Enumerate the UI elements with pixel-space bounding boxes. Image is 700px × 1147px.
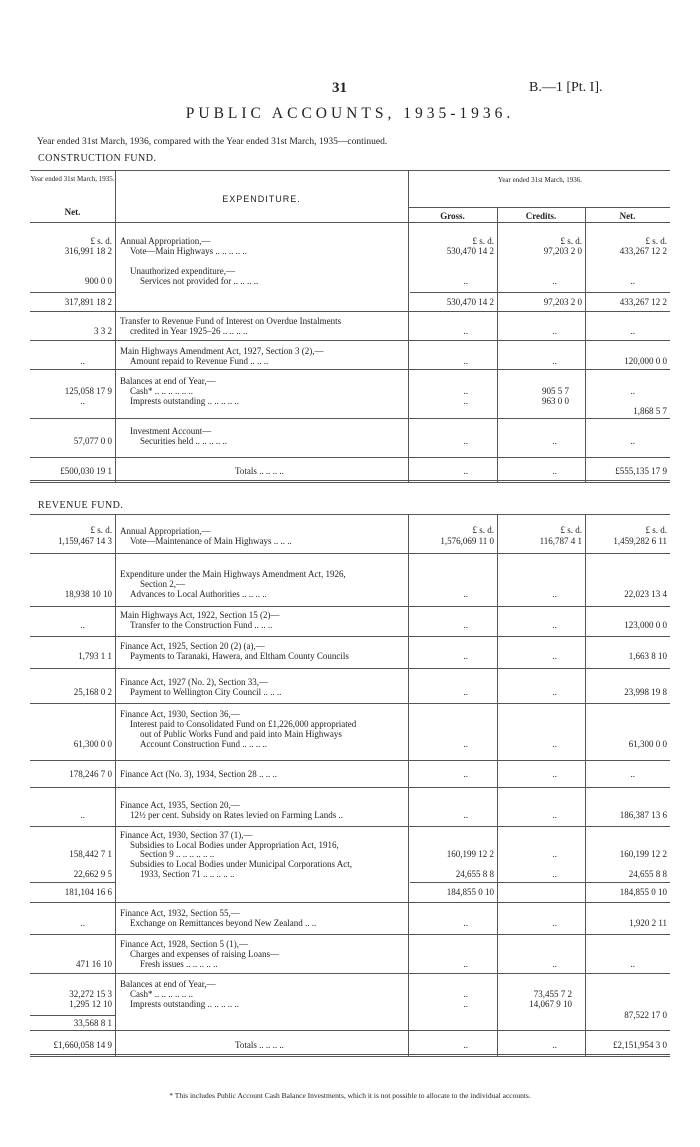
table-cell-credits: .. xyxy=(552,869,557,879)
table-cell-credits: 963 0 0 xyxy=(542,396,569,406)
table-cell-desc: Finance Act, 1935, Section 20,— xyxy=(120,800,240,810)
table-cell-desc: Finance Act, 1932, Section 55,— xyxy=(120,908,240,918)
table-cell-prev: 158,442 7 1 xyxy=(69,849,112,859)
units-label: £ s. d. xyxy=(472,236,494,246)
table-cell-credits: 97,203 2 0 xyxy=(543,246,582,256)
table-cell-credits: .. xyxy=(552,739,557,749)
table-cell-desc: Exchange on Remittances beyond New Zealand .. .. xyxy=(130,918,317,928)
table-cell-net: 1,663 8 10 xyxy=(628,651,667,661)
table-cell-desc: Fresh issues .. .. .. .. .. xyxy=(140,959,218,969)
table-cell-credits: .. xyxy=(552,589,557,599)
table-cell-desc: credited in Year 1925–26 .. .. .. .. xyxy=(130,326,248,336)
table-cell-desc: Advances to Local Authorities .. .. .. .. xyxy=(130,589,267,599)
table-cell-prev: 33,568 8 1 xyxy=(73,1018,112,1028)
table-cell-gross: .. xyxy=(463,276,468,286)
table-cell-desc: Subsidies to Local Bodies under Appropriation Act, 1916, xyxy=(130,840,339,850)
table-cell-desc: Investment Account— xyxy=(130,426,212,436)
table-cell-prev: 3 3 2 xyxy=(94,326,112,336)
document-reference: B.—1 [Pt. I]. xyxy=(529,80,603,95)
table-cell-net: .. xyxy=(630,386,635,396)
table-cell-net: 120,000 0 0 xyxy=(624,356,667,366)
table-cell-credits: .. xyxy=(552,687,557,697)
table-cell-credits: .. xyxy=(552,466,557,476)
table-cell-desc: Account Construction Fund .. .. .. .. xyxy=(140,739,267,749)
table-cell-desc: 12½ per cent. Subsidy on Rates levied on Farming Lands .. xyxy=(130,810,343,820)
table-cell-desc: Vote—Maintenance of Main Highways .. .. .. xyxy=(130,536,292,546)
table-cell-desc: Annual Appropriation,— xyxy=(120,236,211,246)
page-subtitle: Year ended 31st March, 1936, compared with the Year ended 31st March, 1935—continued. xyxy=(37,137,388,147)
table-cell-credits: .. xyxy=(552,326,557,336)
table-cell-gross: .. xyxy=(463,466,468,476)
table-cell-prev-total: £1,660,058 14 9 xyxy=(53,1040,112,1050)
construction-fund-label: CONSTRUCTION FUND. xyxy=(38,153,157,164)
table-cell-desc: Imprests outstanding .. .. .. .. .. xyxy=(130,999,239,1009)
table-cell-desc: 1933, Section 71 .. .. .. .. .. xyxy=(140,869,235,879)
page-title: PUBLIC ACCOUNTS, 1935-1936. xyxy=(185,105,515,122)
table-cell-net: 1,868 5 7 xyxy=(633,406,667,416)
header-expenditure: EXPENDITURE. xyxy=(222,194,301,204)
table-cell-desc: Interest paid to Consolidated Fund on £1,226,000 appropriated xyxy=(130,719,357,729)
table-cell-desc: Cash* .. .. .. .. .. .. xyxy=(130,989,193,999)
table-cell-prev: 25,168 0 2 xyxy=(73,687,112,697)
table-cell-gross: .. xyxy=(463,396,468,406)
table-cell-prev: 1,295 12 10 xyxy=(69,999,112,1009)
table-cell-net: 24,655 8 8 xyxy=(628,869,667,879)
table-cell-credits: .. xyxy=(552,810,557,820)
table-cell-gross: 1,576,069 11 0 xyxy=(440,536,494,546)
table-cell-desc: Payments to Taranaki, Hawera, and Eltham County Councils xyxy=(130,651,349,661)
table-cell-prev: 18,938 10 10 xyxy=(64,589,112,599)
table-cell-gross: .. xyxy=(463,989,468,999)
table-cell-gross: .. xyxy=(463,918,468,928)
table-cell-gross: 24,655 8 8 xyxy=(455,869,494,879)
table-cell-prev: 1,159,467 14 3 xyxy=(58,536,112,546)
header-year-1936: Year ended 31st March, 1936. xyxy=(497,176,583,184)
table-cell-net: .. xyxy=(630,959,635,969)
table-cell-prev: 178,246 7 0 xyxy=(69,769,112,779)
revenue-fund-label: REVENUE FUND. xyxy=(38,500,124,511)
table-cell-desc: Annual Appropriation,— xyxy=(120,526,211,536)
table-cell-desc: Transfer to the Construction Fund .. .. .. xyxy=(130,620,273,630)
table-cell-credits: .. xyxy=(552,620,557,630)
table-cell-desc: Vote—Main Highways .. .. .. .. .. xyxy=(130,246,247,256)
table-cell-gross: .. xyxy=(463,739,468,749)
table-cell-desc: Finance Act, 1930, Section 36,— xyxy=(120,709,240,719)
table-cell-desc: Balances at end of Year,— xyxy=(120,979,216,989)
table-cell-desc: Expenditure under the Main Highways Amendment Act, 1926, xyxy=(120,569,346,579)
table-cell-credits: .. xyxy=(552,356,557,366)
table-cell-net: 1,459,282 6 11 xyxy=(613,536,667,546)
table-cell-prev: .. xyxy=(80,356,85,366)
table-cell-gross: .. xyxy=(463,386,468,396)
table-cell-desc: Cash* .. .. .. .. .. .. xyxy=(130,386,193,396)
header-year-1935: Year ended 31st March, 1935. xyxy=(30,175,115,183)
table-cell-desc: Section 9 .. .. .. .. .. .. xyxy=(140,849,215,859)
table-cell-net-total: £2,151,954 3 0 xyxy=(613,1040,667,1050)
units-label: £ s. d. xyxy=(472,525,494,535)
table-cell-prev: .. xyxy=(80,810,85,820)
table-cell-prev: 316,991 18 2 xyxy=(64,246,112,256)
table-cell-net: 87,522 17 0 xyxy=(624,1010,667,1020)
table-cell-prev: 900 0 0 xyxy=(85,276,112,286)
table-cell-desc: Balances at end of Year,— xyxy=(120,376,216,386)
table-cell-prev: 317,891 18 2 xyxy=(64,297,112,307)
table-cell-credits: .. xyxy=(552,959,557,969)
table-cell-gross: .. xyxy=(463,687,468,697)
table-cell-desc: Unauthorized expenditure,— xyxy=(130,266,235,276)
table-cell-credits: .. xyxy=(552,436,557,446)
units-label: £ s. d. xyxy=(645,525,667,535)
table-cell-gross: .. xyxy=(463,959,468,969)
table-cell-net: 23,998 19 8 xyxy=(624,687,667,697)
table-cell-desc: Subsidies to Local Bodies under Municipal Corporations Act, xyxy=(130,859,352,869)
table-cell-credits: .. xyxy=(552,769,557,779)
table-cell-desc: out of Public Works Fund and paid into Main Highways xyxy=(140,729,342,739)
table-cell-credits: .. xyxy=(552,849,557,859)
table-cell-net: 433,267 12 2 xyxy=(619,297,667,307)
table-cell-desc: Payment to Wellington City Council .. .. .. xyxy=(130,687,282,697)
header-net-1936: Net. xyxy=(619,211,636,221)
table-cell-desc: Amount repaid to Revenue Fund .. .. .. xyxy=(130,356,269,366)
units-label: £ s. d. xyxy=(90,236,112,246)
table-cell-desc: Main Highways Act, 1922, Section 15 (2)— xyxy=(120,610,280,620)
table-cell-prev: 22,662 9 5 xyxy=(73,869,112,879)
units-label: £ s. d. xyxy=(90,525,112,535)
table-cell-net: 184,855 0 10 xyxy=(619,887,667,897)
table-cell-gross: .. xyxy=(463,651,468,661)
header-net-1935: Net. xyxy=(64,207,81,217)
table-cell-net-total: £555,135 17 9 xyxy=(615,466,667,476)
table-cell-desc: Finance Act, 1928, Section 5 (1),— xyxy=(120,939,248,949)
table-cell-gross: .. xyxy=(463,769,468,779)
table-cell-prev: 32,272 15 3 xyxy=(69,989,112,999)
table-cell-gross: .. xyxy=(463,356,468,366)
table-cell-net: .. xyxy=(630,436,635,446)
table-cell-net: 61,300 0 0 xyxy=(628,739,667,749)
table-cell-credits: .. xyxy=(552,918,557,928)
table-cell-gross: 530,470 14 2 xyxy=(446,246,494,256)
table-cell-prev: 1,793 1 1 xyxy=(78,651,112,661)
table-cell-prev: .. xyxy=(80,918,85,928)
table-cell-desc: Main Highways Amendment Act, 1927, Section 3 (2),— xyxy=(120,346,324,356)
table-cell-prev: .. xyxy=(80,396,85,406)
table-cell-net: 123,000 0 0 xyxy=(624,620,667,630)
table-cell-net: .. xyxy=(630,276,635,286)
table-cell-desc: Section 2,— xyxy=(140,579,185,589)
table-cell-credits: 116,787 4 1 xyxy=(539,536,582,546)
table-cell-gross: .. xyxy=(463,326,468,336)
page-number: 31 xyxy=(332,80,347,96)
units-label: £ s. d. xyxy=(560,525,582,535)
table-cell-gross: .. xyxy=(463,589,468,599)
header-credits: Credits. xyxy=(525,211,557,221)
table-cell-gross: .. xyxy=(463,620,468,630)
table-cell-prev: 181,104 16 6 xyxy=(64,887,112,897)
table-cell-net: 433,267 12 2 xyxy=(619,246,667,256)
table-cell-prev: 61,300 0 0 xyxy=(73,739,112,749)
table-cell-prev-total: £500,030 19 1 xyxy=(60,466,112,476)
table-cell-gross: .. xyxy=(463,999,468,1009)
table-cell-net: 186,387 13 6 xyxy=(619,810,667,820)
table-cell-credits: 905 5 7 xyxy=(542,386,569,396)
table-cell-prev: .. xyxy=(80,620,85,630)
units-label: £ s. d. xyxy=(645,236,667,246)
table-cell-desc: Transfer to Revenue Fund of Interest on Overdue Instalments xyxy=(120,316,342,326)
table-cell-credits: .. xyxy=(552,1040,557,1050)
table-cell-net: 160,199 12 2 xyxy=(619,849,667,859)
header-gross: Gross. xyxy=(440,211,465,221)
table-cell-prev: 57,077 0 0 xyxy=(73,436,112,446)
table-cell-desc: Finance Act (No. 3), 1934, Section 28 .. .. .. xyxy=(120,769,277,779)
table-cell-net: 1,920 2 11 xyxy=(629,918,667,928)
table-cell-desc: Imprests outstanding .. .. .. .. .. xyxy=(130,396,239,406)
table-cell-desc: Charges and expenses of raising Loans— xyxy=(130,949,280,959)
table-cell-gross: 530,470 14 2 xyxy=(446,297,494,307)
table-cell-credits: .. xyxy=(552,651,557,661)
table-cell-credits: 14,067 9 10 xyxy=(529,999,572,1009)
table-cell-prev: 471 16 10 xyxy=(76,959,112,969)
table-cell-gross: .. xyxy=(463,810,468,820)
table-cell-net: 22,023 13 4 xyxy=(624,589,667,599)
table-cell-gross: 160,199 12 2 xyxy=(446,849,494,859)
table-cell-credits: 73,455 7 2 xyxy=(533,989,572,999)
table-cell-net: .. xyxy=(630,769,635,779)
footnote: * This includes Public Account Cash Balance Investments, which it is not possible to allocate to the individual accounts. xyxy=(169,1091,531,1100)
table-cell-desc: Finance Act, 1925, Section 20 (2) (a),— xyxy=(120,641,265,651)
units-label: £ s. d. xyxy=(560,236,582,246)
totals-label: Totals .. .. .. .. xyxy=(235,466,284,476)
table-cell-gross: .. xyxy=(463,436,468,446)
totals-label: Totals .. .. .. .. xyxy=(235,1040,284,1050)
table-cell-credits: .. xyxy=(552,276,557,286)
table-cell-net: .. xyxy=(630,326,635,336)
table-cell-desc: Securities held .. .. .. .. .. xyxy=(140,436,227,446)
table-cell-desc: Finance Act, 1930, Section 37 (1),— xyxy=(120,830,253,840)
table-cell-gross: 184,855 0 10 xyxy=(446,887,494,897)
table-cell-desc: Services not provided for .. .. .. .. xyxy=(140,276,259,286)
table-cell-credits: 97,203 2 0 xyxy=(543,297,582,307)
table-cell-desc: Finance Act, 1927 (No. 2), Section 33,— xyxy=(120,677,268,687)
table-cell-prev: 125,058 17 9 xyxy=(64,386,112,396)
table-cell-gross: .. xyxy=(463,1040,468,1050)
